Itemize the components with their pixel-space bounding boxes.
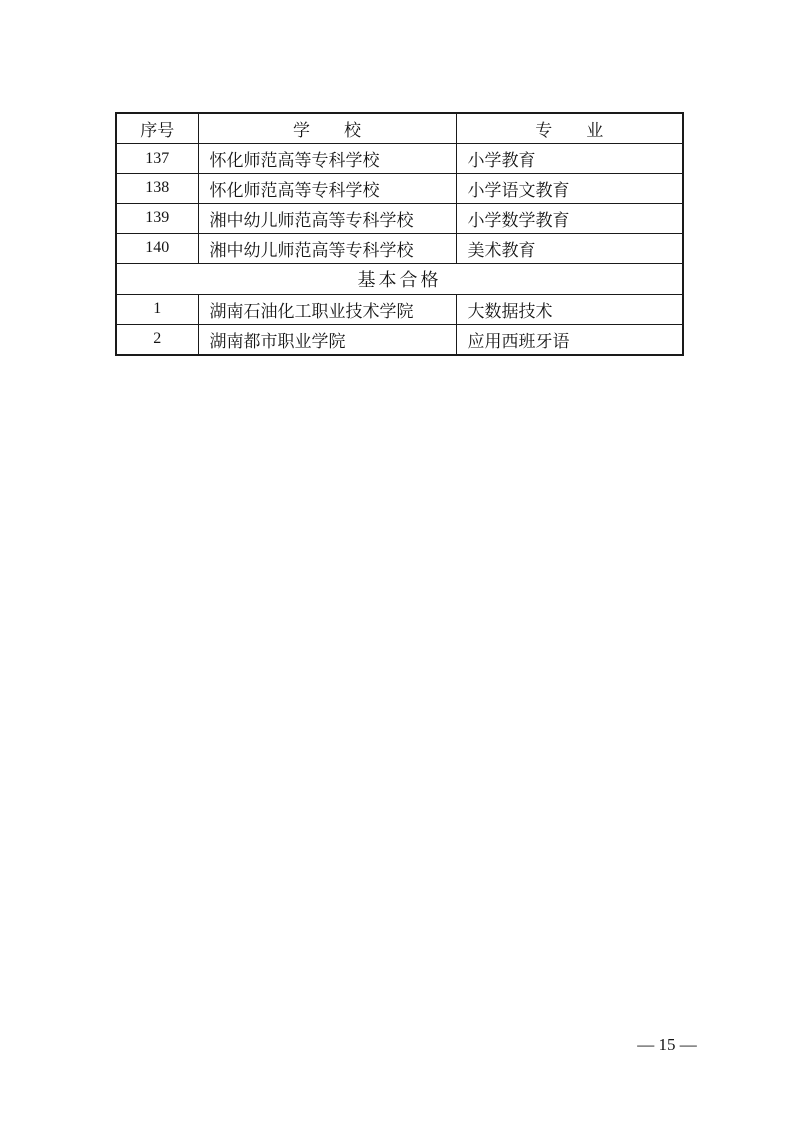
table-row [116,294,683,324]
table-row [116,144,683,174]
cell-school: 湖南都市职业学院 [198,324,456,355]
header-school: 学 校 [198,113,456,144]
cell-major: 大数据技术 [456,294,683,324]
cell-school: 怀化师范高等专科学校 [198,144,456,174]
cell-school: 湘中幼儿师范高等专科学校 [198,233,456,263]
page-number: — 15 — [637,1035,697,1054]
table-row [116,203,683,233]
cell-major: 应用西班牙语 [456,324,683,355]
cell-no: 137 [116,144,198,174]
cell-major: 小学数学教育 [456,203,683,233]
cell-no: 138 [116,173,198,203]
table-row [116,173,683,203]
cell-school: 湘中幼儿师范高等专科学校 [198,203,456,233]
cell-no: 139 [116,203,198,233]
school-major-table [115,112,684,356]
cell-major: 小学语文教育 [456,173,683,203]
cell-major: 美术教育 [456,233,683,263]
table-row [116,233,683,263]
cell-major: 小学教育 [456,144,683,174]
header-no: 序号 [116,113,198,144]
table-row [116,324,683,355]
header-major: 专 业 [456,113,683,144]
cell-school: 湖南石油化工职业技术学院 [198,294,456,324]
cell-no: 140 [116,233,198,263]
table-header-row [116,113,683,144]
section-label: 基本合格 [116,263,683,294]
cell-no: 2 [116,324,198,355]
section-row [116,263,683,294]
cell-no: 1 [116,294,198,324]
cell-school: 怀化师范高等专科学校 [198,173,456,203]
